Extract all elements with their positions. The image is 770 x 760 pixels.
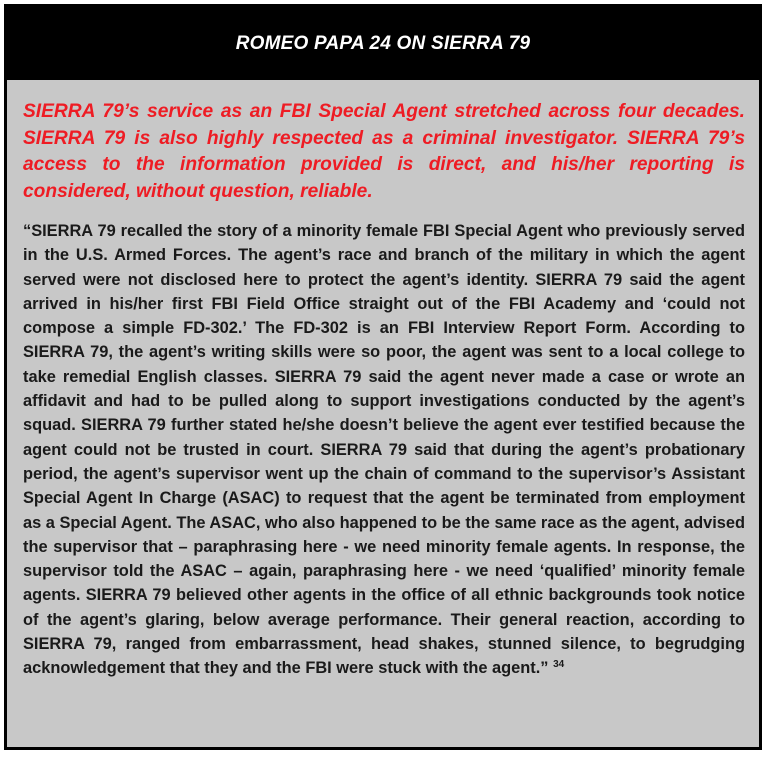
- quote-paragraph: [23, 219, 745, 681]
- quote-box: [4, 4, 762, 750]
- box-header: [7, 7, 759, 80]
- quote-text: “SIERRA 79 recalled the story of a minority female FBI Special Agent who previously served in the U.S. Armed Forces. The agent’s race and branch of the military in which the agent served were not disclosed here to protect the agent’s identity. SIERRA 79 said the agent arrived in his/her first FBI Field Office straight out of the FBI Academy and ‘could not compose a simple FD-302.’ The FD-302 is an FBI Interview Report Form. According to SIERRA 79, the agent’s writing skills were so poor, the agent was sent to a local college to take remedial English classes. SIERRA 79 said the agent never made a case or wrote an affidavit and had to be pulled along to support investigations conducted by the agent’s squad. SIERRA 79 further stated he/she doesn’t believe the agent ever testified because the agent could not be trusted in court. SIERRA 79 said that during the agent’s probationary period, the agent’s supervisor went up the chain of command to the supervisor’s Assistant Special Agent In Charge (ASAC) to request that the agent be terminated from employment as a Special Agent. The ASAC, who also happened to be the same race as the agent, advised the supervisor that – paraphrasing here - we need minority female agents. In response, the supervisor told the ASAC – again, paraphrasing here - we need ‘qualified’ minority female agents. SIERRA 79 believed other agents in the office of all ethnic backgrounds took notice of the agent’s glaring, below average performance. Their general reaction, according to SIERRA 79, ranged from embarrassment, head shakes, stunned silence, to begrudging acknowledgement that they and the FBI were stuck with the agent.”: [23, 222, 746, 678]
- box-title: ROMEO PAPA 24 ON SIERRA 79: [235, 32, 531, 54]
- source-description: SIERRA 79’s service as an FBI Special Agent stretched across four decades. SIERRA 79 is also highly respected as a criminal investigator. SIERRA 79’s access to the information provided is direct, and his/her reporting is considered, without question, reliable.: [23, 101, 745, 202]
- footnote-reference: 34: [553, 659, 565, 671]
